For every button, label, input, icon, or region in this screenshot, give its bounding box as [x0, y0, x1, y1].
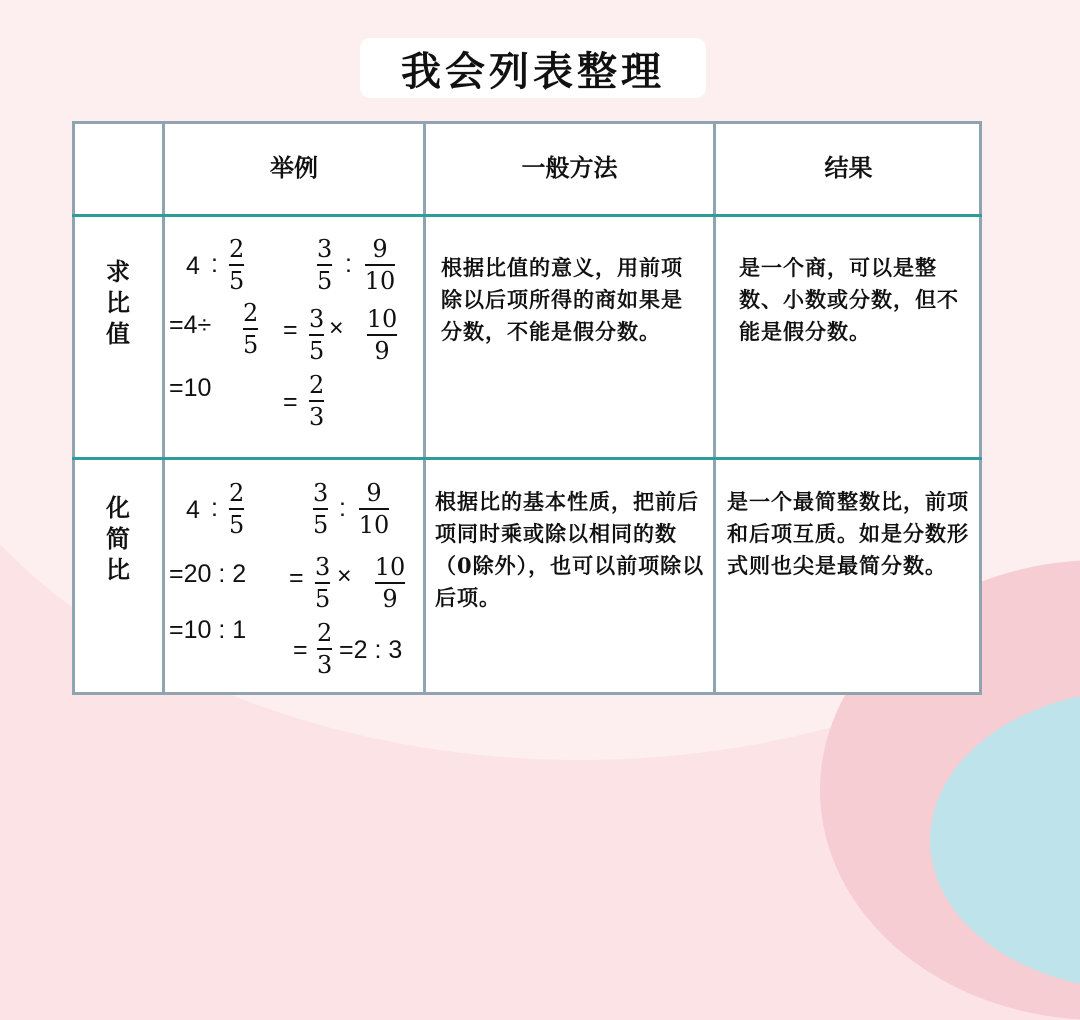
fraction: 3 5 — [309, 305, 325, 365]
table-divider — [72, 457, 982, 460]
fraction: 9 10 — [364, 235, 396, 295]
header-example: 举例 — [270, 153, 318, 182]
fraction: 3 5 — [315, 553, 331, 613]
result-simplify-ratio: 是一个最简整数比，前项和后项互质。如是分数形式则也尖是最简分数。 — [727, 489, 969, 578]
fraction: 3 5 — [313, 479, 329, 539]
fraction: 2 5 — [229, 479, 245, 539]
fraction: 2 3 — [317, 619, 333, 679]
row-label-simplify-ratio: 化 简 比 — [106, 493, 130, 584]
table-divider — [72, 214, 982, 217]
fraction: 2 5 — [243, 299, 259, 359]
row-label-ratio-value: 求 比 值 — [106, 257, 130, 348]
fraction: 3 5 — [317, 235, 333, 295]
summary-table: 举例 一般方法 结果 求 比 值 4 : 2 5 =4÷ 2 5 =10 3 5 : 9 10 = 3 5 × 10 9 = 2 3 根据比值的意义，用前项除以后项所得的商如果是分数，不能是假分数。 是一个商，可以是整数、小数或分数，但不能是假分数。 化 简 比 4 : 2 5 =20 : 2 =10 : 1 3 5 : 9 10 = 3 5 × 10 9 = 2 3 =2 : 3 根据比的基本性质，把前后项同时乘或除以相同的数（0除外），也可以前项除以后项。 是一个最简整数比，前项和后项互质。如是分数形式则也尖是最简分数。 — [72, 121, 982, 695]
fraction: 2 5 — [229, 235, 245, 295]
method-ratio-value: 根据比值的意义，用前项除以后项所得的商如果是分数，不能是假分数。 — [441, 255, 683, 344]
fraction: 2 3 — [309, 371, 325, 431]
header-method: 一般方法 — [521, 153, 618, 182]
result-ratio-value: 是一个商，可以是整数、小数或分数，但不能是假分数。 — [739, 255, 959, 344]
table-divider — [423, 121, 426, 695]
fraction: 10 9 — [366, 305, 398, 365]
fraction: 10 9 — [374, 553, 406, 613]
header-result: 结果 — [824, 153, 873, 182]
table-divider — [713, 121, 716, 695]
method-simplify-ratio: 根据比的基本性质，把前后项同时乘或除以相同的数（0除外），也可以前项除以后项。 — [435, 489, 705, 610]
fraction: 9 10 — [358, 479, 390, 539]
page-title: 我会列表整理 — [360, 38, 706, 98]
table-divider — [162, 121, 165, 695]
